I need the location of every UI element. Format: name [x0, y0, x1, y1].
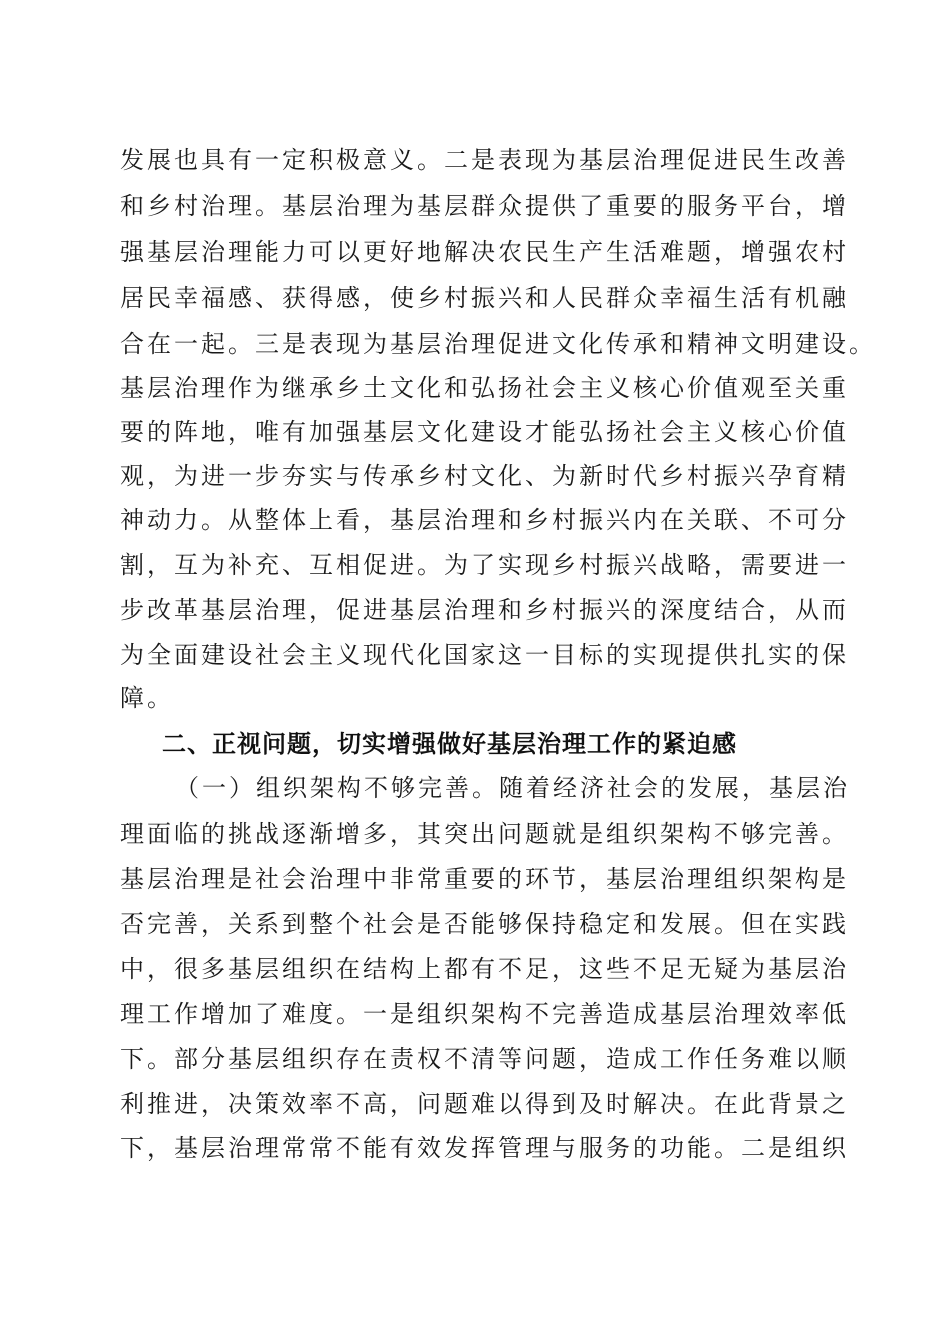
paragraph-line: 否完善，关系到整个社会是否能够保持稳定和发展。但在实践: [120, 910, 849, 938]
paragraph-line: 步改革基层治理，促进基层治理和乡村振兴的深度结合，从而: [120, 596, 849, 624]
paragraph-line: 基层治理作为继承乡土文化和弘扬社会主义核心价值观至关重: [120, 374, 849, 402]
paragraph-line: 障。: [120, 684, 174, 712]
paragraph-line: 神动力。从整体上看，基层治理和乡村振兴内在关联、不可分: [120, 506, 849, 534]
paragraph-line: 强基层治理能力可以更好地解决农民生产生活难题，增强农村: [120, 238, 849, 266]
paragraph-line: 和乡村治理。基层治理为基层群众提供了重要的服务平台，增: [120, 192, 849, 220]
paragraph-line: 理面临的挑战逐渐增多，其突出问题就是组织架构不够完善。: [120, 820, 849, 848]
subsection-line: （一）组织架构不够完善。随着经济社会的发展，基层治: [175, 774, 850, 802]
paragraph-line: 为全面建设社会主义现代化国家这一目标的实现提供扎实的保: [120, 641, 849, 669]
section-heading: 二、正视问题，切实增强做好基层治理工作的紧迫感: [162, 730, 737, 758]
paragraph-line: 居民幸福感、获得感，使乡村振兴和人民群众幸福生活有机融: [120, 284, 849, 312]
paragraph-line: 理工作增加了难度。一是组织架构不完善造成基层治理效率低: [120, 1000, 849, 1028]
paragraph-line: 下。部分基层组织存在责权不清等问题，造成工作任务难以顺: [120, 1045, 849, 1073]
paragraph-line: 要的阵地，唯有加强基层文化建设才能弘扬社会主义核心价值: [120, 418, 849, 446]
paragraph-line: 合在一起。三是表现为基层治理促进文化传承和精神文明建设。: [120, 330, 876, 358]
paragraph-line: 割，互为补充、互相促进。为了实现乡村振兴战略，需要进一: [120, 551, 849, 579]
paragraph-line: 中，很多基层组织在结构上都有不足，这些不足无疑为基层治: [120, 955, 849, 983]
paragraph-line: 观，为进一步夯实与传承乡村文化、为新时代乡村振兴孕育精: [120, 462, 849, 490]
paragraph-line: 基层治理是社会治理中非常重要的环节，基层治理组织架构是: [120, 865, 849, 893]
paragraph-line: 下，基层治理常常不能有效发挥管理与服务的功能。二是组织: [120, 1134, 849, 1162]
paragraph-line: 发展也具有一定积极意义。二是表现为基层治理促进民生改善: [120, 146, 849, 174]
paragraph-line: 利推进，决策效率不高，问题难以得到及时解决。在此背景之: [120, 1090, 849, 1118]
